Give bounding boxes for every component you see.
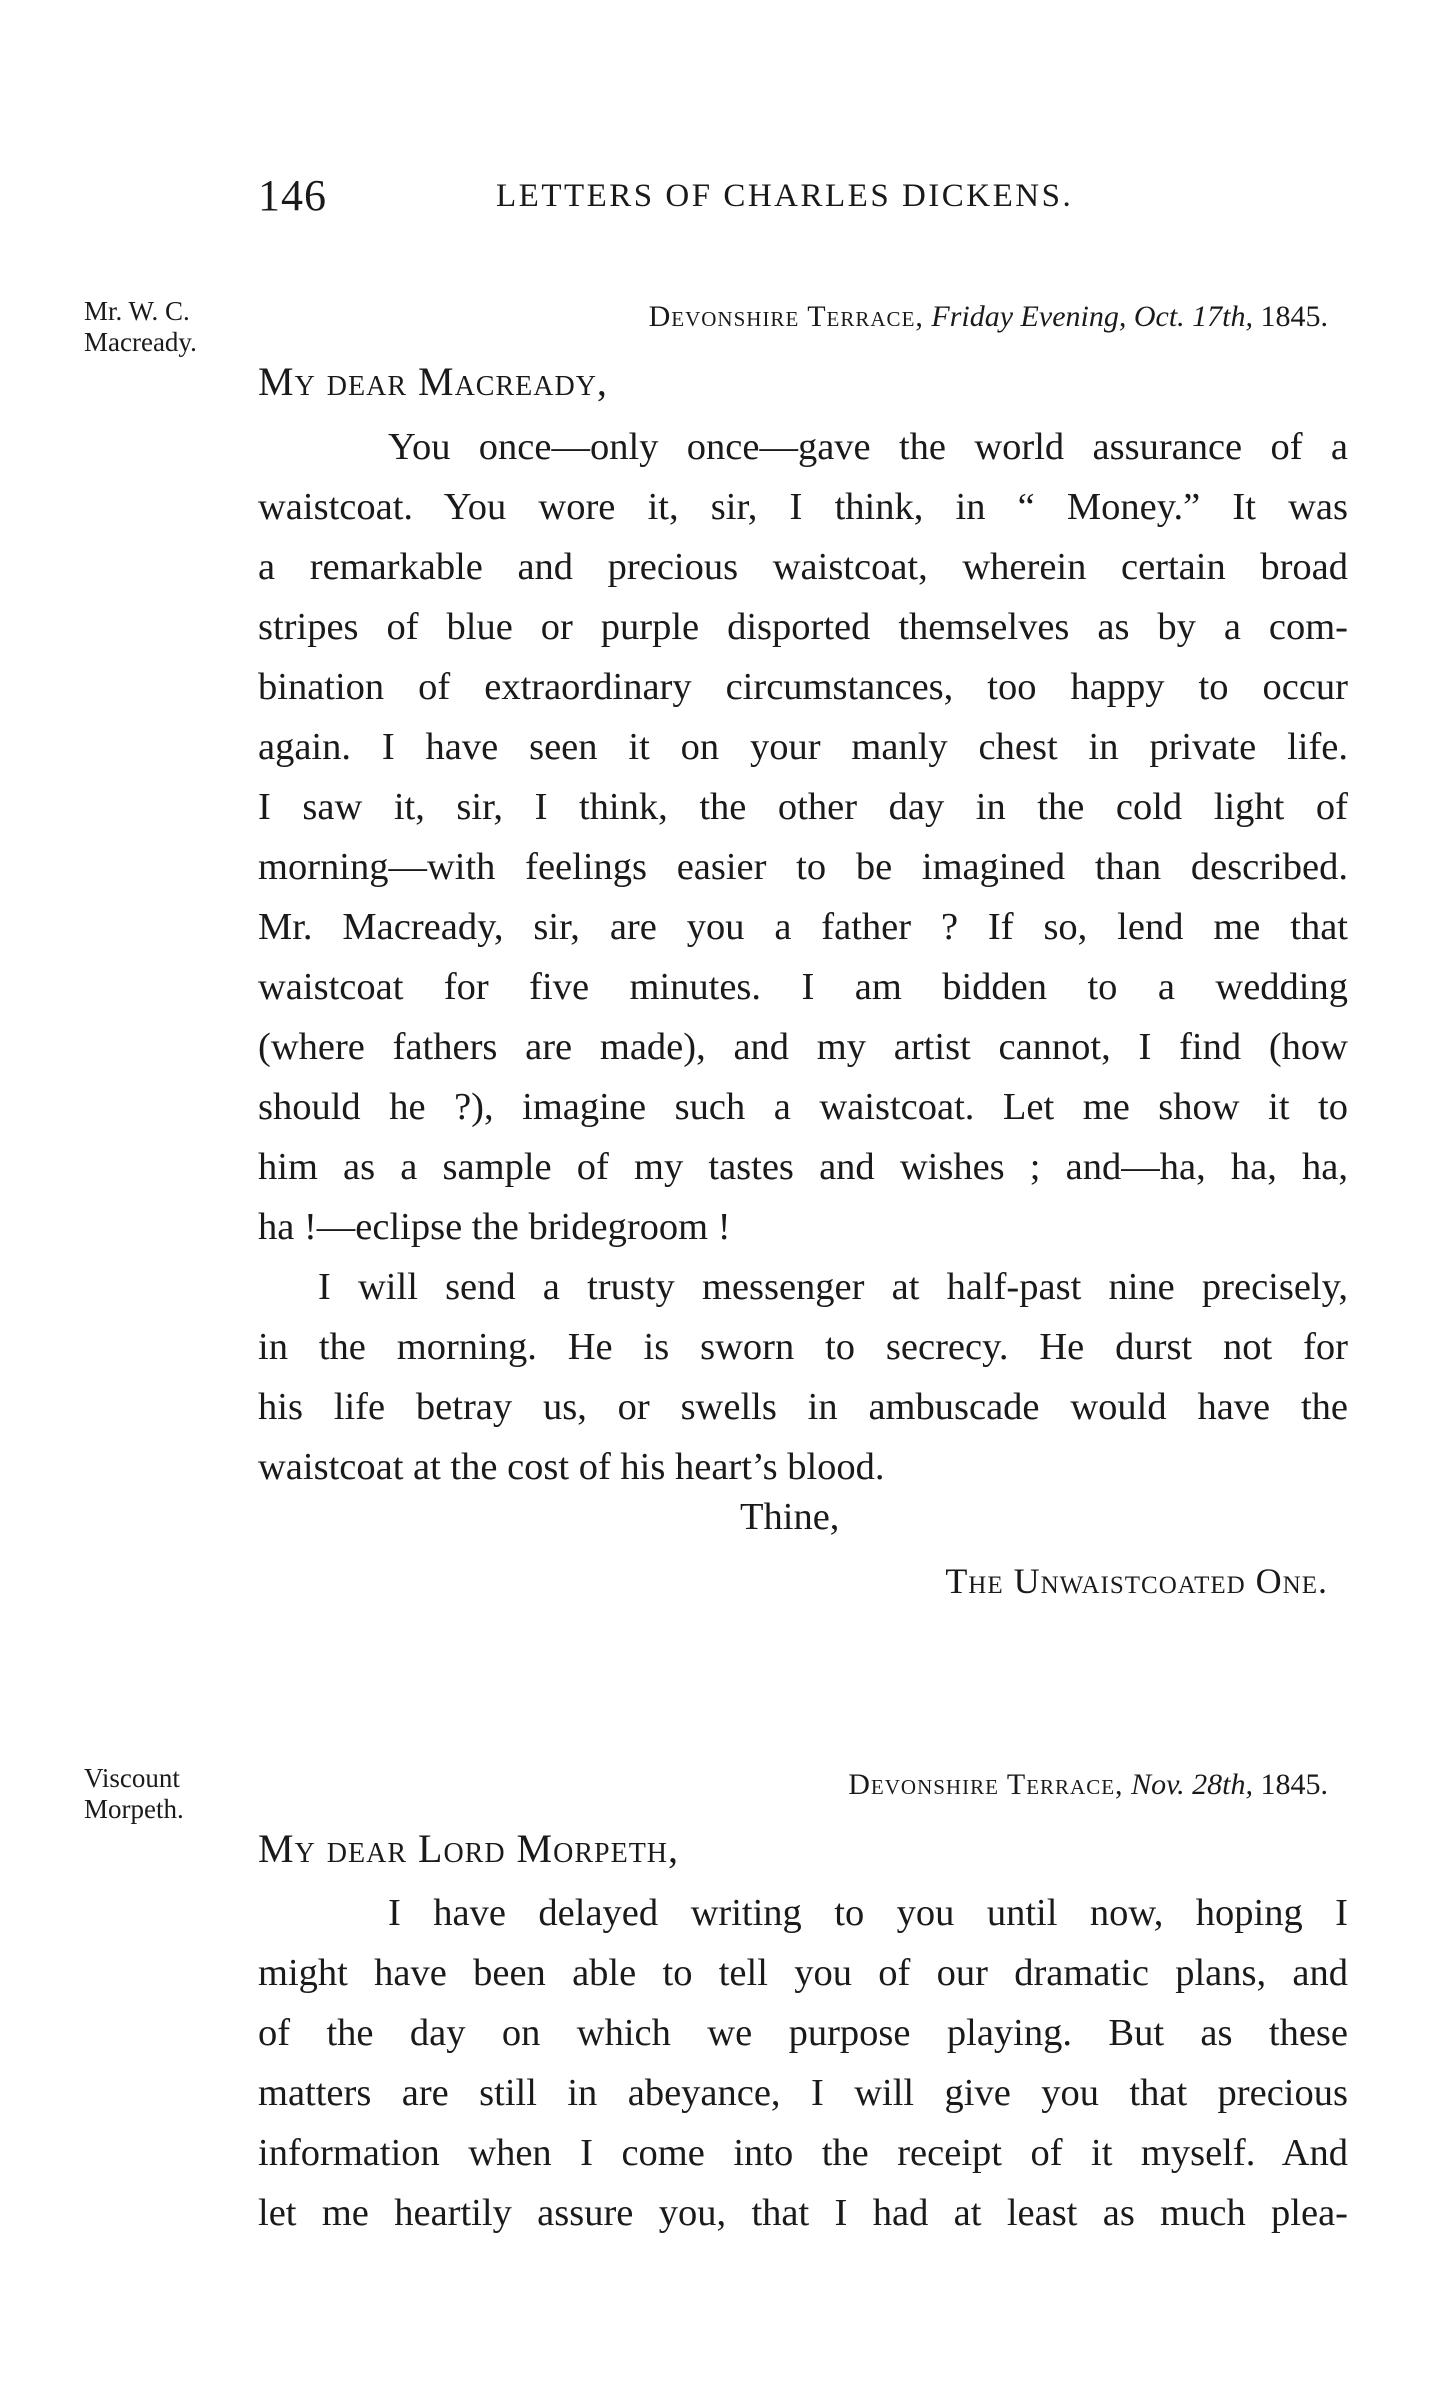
text-line: waistcoat for five minutes. I am bidden to a wedding: [258, 966, 1348, 1008]
running-title: LETTERS OF CHARLES DICKENS.: [496, 178, 1074, 214]
text-line: should he ?), imagine such a waistcoat. Let me show it to: [258, 1086, 1348, 1128]
recipient-note-line: Morpeth.: [84, 1794, 184, 1824]
text-line: information when I come into the receipt of it myself. And: [258, 2132, 1348, 2174]
text-line: morning—with feelings easier to be imagined than described.: [258, 846, 1348, 888]
running-head: [258, 170, 1258, 230]
recipient-note-line: Mr. W. C.: [84, 296, 190, 326]
dateline-place: Devonshire Terrace,: [648, 300, 924, 333]
text-line: I have delayed writing to you until now, hoping I: [388, 1892, 1348, 1934]
text-line: You once—only once—gave the world assurance of a: [388, 426, 1348, 468]
recipient-note-line: Viscount: [84, 1763, 180, 1793]
text-line: bination of extraordinary circumstances, too happy to occur: [258, 666, 1348, 708]
text-line: matters are still in abeyance, I will give you that precious: [258, 2072, 1348, 2114]
text-line: might have been able to tell you of our dramatic plans, and: [258, 1952, 1348, 1994]
text-line: Mr. Macready, sir, are you a father ? If so, lend me that: [258, 906, 1348, 948]
recipient-note-morpeth: [84, 1763, 184, 1825]
letter-1-body: [258, 417, 1348, 1497]
text-line: waistcoat at the cost of his heart’s blood.: [258, 1446, 885, 1488]
dateline-date: Nov. 28th,: [1131, 1768, 1253, 1801]
recipient-note-line: Macready.: [84, 327, 197, 357]
dateline-letter-1: [649, 300, 1328, 334]
closing-letter-1: Thine,: [740, 1496, 840, 1538]
letter-2-body: [258, 1883, 1348, 2243]
text-line: I will send a trusty messenger at half-past nine precisely,: [318, 1266, 1348, 1308]
salutation-letter-1: My dear Macready,: [258, 359, 608, 404]
text-line: I saw it, sir, I think, the other day in the cold light of: [258, 786, 1348, 828]
signature-letter-1: The Unwaistcoated One.: [945, 1561, 1328, 1601]
dateline-year: 1845.: [1260, 1768, 1328, 1801]
dateline-place: Devonshire Terrace,: [848, 1768, 1124, 1801]
text-line: stripes of blue or purple disported themselves as by a com-: [258, 606, 1348, 648]
text-line: again. I have seen it on your manly chest in private life.: [258, 726, 1348, 768]
text-line: in the morning. He is sworn to secrecy. He durst not for: [258, 1326, 1348, 1368]
text-line: of the day on which we purpose playing. But as these: [258, 2012, 1348, 2054]
text-line: let me heartily assure you, that I had at least as much plea-: [258, 2192, 1348, 2234]
dateline-date: Friday Evening, Oct. 17th,: [931, 300, 1253, 333]
recipient-note-macready: [84, 296, 197, 358]
text-line: a remarkable and precious waistcoat, wherein certain broad: [258, 546, 1348, 588]
text-line: waistcoat. You wore it, sir, I think, in “ Money.” It was: [258, 486, 1348, 528]
text-line: (where fathers are made), and my artist cannot, I find (how: [258, 1026, 1348, 1068]
text-line: his life betray us, or swells in ambuscade would have the: [258, 1386, 1348, 1428]
dateline-year: 1845.: [1260, 300, 1328, 333]
salutation-letter-2: My dear Lord Morpeth,: [258, 1826, 680, 1871]
text-line: him as a sample of my tastes and wishes ; and—ha, ha, ha,: [258, 1146, 1348, 1188]
page-number: 146: [258, 171, 327, 220]
text-line: ha !—eclipse the bridegroom !: [258, 1206, 731, 1248]
dateline-letter-2: [848, 1768, 1328, 1802]
